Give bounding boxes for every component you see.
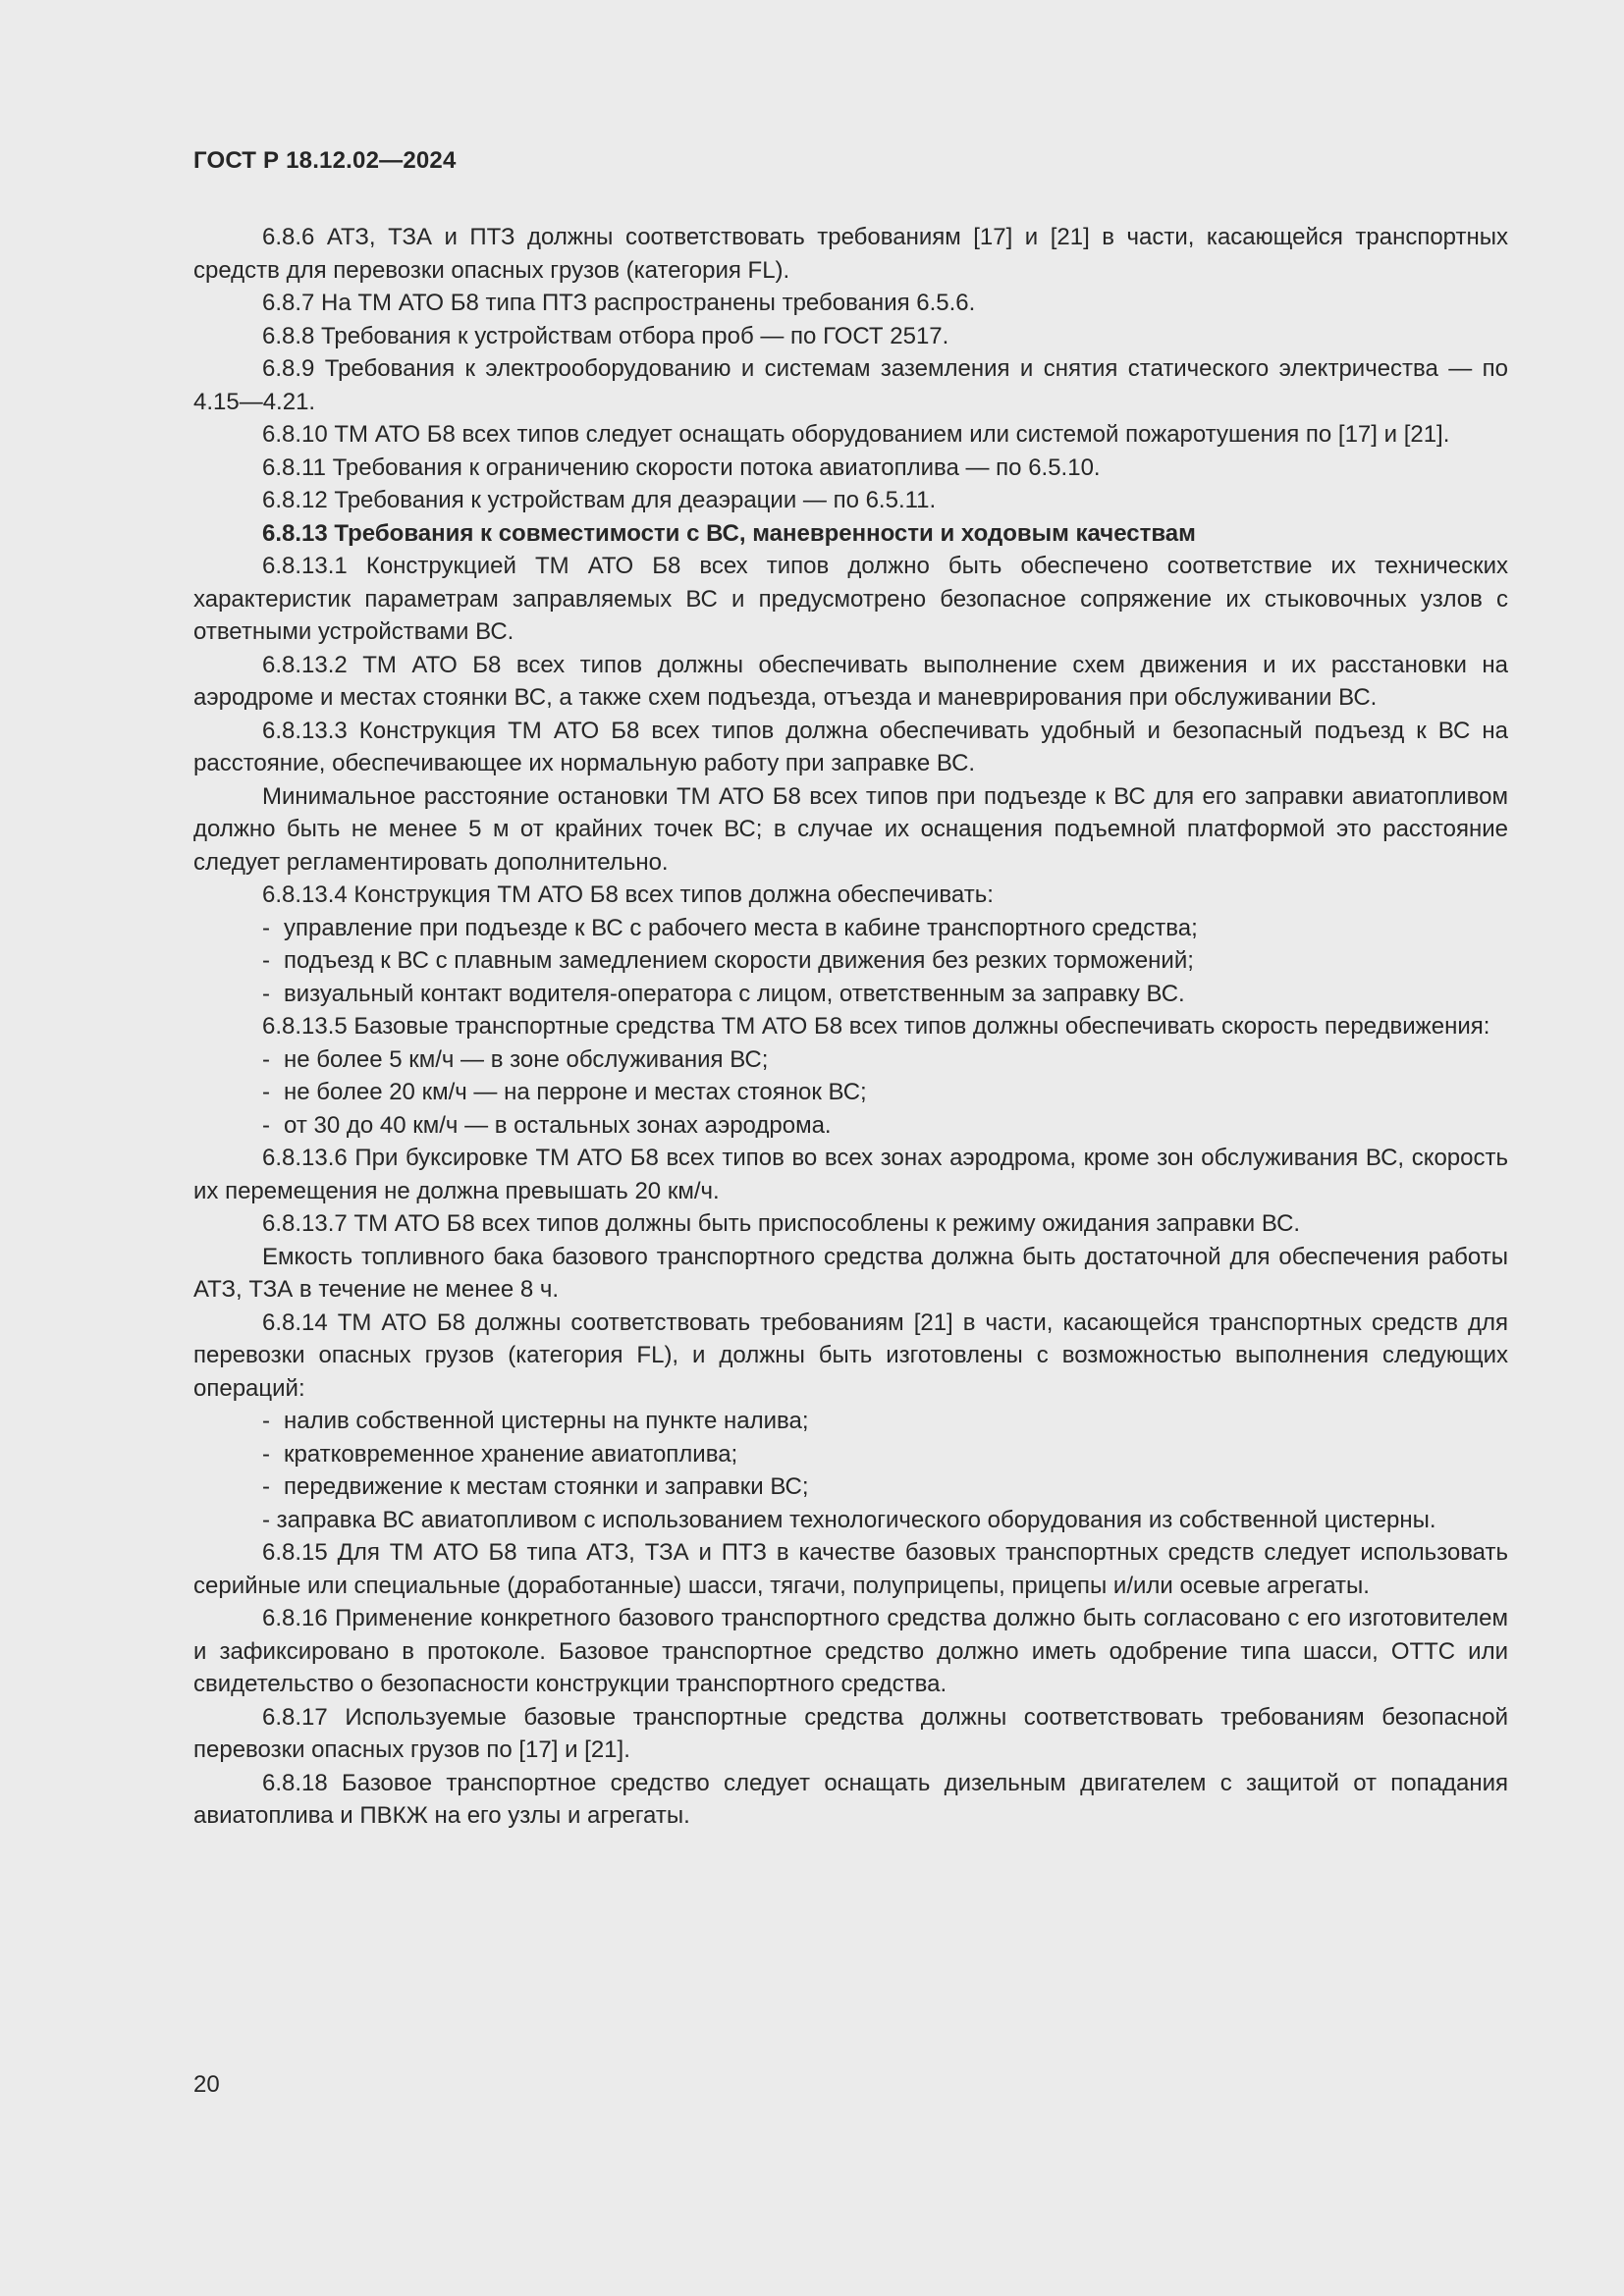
list-item-text: от 30 до 40 км/ч — в остальных зонах аэродрома. bbox=[284, 1111, 832, 1139]
list-item-text: налив собственной цистерны на пункте налива; bbox=[284, 1408, 809, 1434]
list-dash: - bbox=[262, 947, 270, 974]
list-item bbox=[193, 944, 1508, 978]
list-item bbox=[193, 1043, 1508, 1077]
list-dash: - bbox=[262, 1408, 270, 1434]
list-dash: - bbox=[262, 1045, 270, 1073]
list-dash: - bbox=[262, 914, 270, 941]
paragraph-6-8-17: 6.8.17 Используемые базовые транспортные средства должны соответствовать требованиям безопасной перевозки опасных грузов по [17] и [21]. bbox=[193, 1703, 1508, 1763]
paragraph-min-distance: Минимальное расстояние остановки ТМ АТО Б8 всех типов при подъезде к ВС для его заправки авиатопливом должно быть не менее 5 м от крайних точек ВС; в случае их оснащения подъемной платформой это расстояние следует регламентировать дополнительно. bbox=[193, 782, 1508, 876]
list-item bbox=[193, 1076, 1508, 1109]
list-item bbox=[193, 978, 1508, 1011]
paragraph-6-8-13-5: 6.8.13.5 Базовые транспортные средства ТМ АТО Б8 всех типов должны обеспечивать скорость передвижения: bbox=[262, 1013, 1490, 1040]
paragraph-6-8-16: 6.8.16 Применение конкретного базового транспортного средства должно быть согласовано с его изготовителем и зафиксировано в протоколе. Базовое транспортное средство должно иметь одобрение типа шасси, ОТТС или свидетельство о безопасности конструкции транспортного средства. bbox=[193, 1605, 1508, 1697]
list-item-text: не более 20 км/ч — на перроне и местах стоянок ВС; bbox=[284, 1079, 867, 1105]
list-item bbox=[193, 1470, 1508, 1504]
document-code-header: ГОСТ Р 18.12.02—2024 bbox=[193, 147, 457, 174]
list-item bbox=[193, 1438, 1508, 1471]
paragraph-6-8-10: 6.8.10 ТМ АТО Б8 всех типов следует оснащать оборудованием или системой пожаротушения по [17] и [21]. bbox=[262, 421, 1450, 448]
paragraph-6-8-15: 6.8.15 Для ТМ АТО Б8 типа АТЗ, ТЗА и ПТЗ в качестве базовых транспортных средств следует использовать серийные или специальные (доработанные) шасси, тягачи, полуприцепы, прицепы и/или осевые агрегаты. bbox=[193, 1539, 1508, 1599]
paragraph-6-8-11: 6.8.11 Требования к ограничению скорости потока авиатоплива — по 6.5.10. bbox=[262, 454, 1101, 481]
paragraph-6-8-18: 6.8.18 Базовое транспортное средство следует оснащать дизельным двигателем с защитой от попадания авиатоплива и ПВКЖ на его узлы и агрегаты. bbox=[193, 1769, 1508, 1829]
list-dash: - bbox=[262, 1079, 270, 1105]
list-item bbox=[193, 1405, 1508, 1438]
document-body bbox=[193, 221, 1508, 1833]
paragraph-6-8-9: 6.8.9 Требования к электрооборудованию и системам заземления и снятия статического электричества — по 4.15—4.21. bbox=[193, 355, 1508, 415]
list-item-text: управление при подъезде к ВС с рабочего места в кабине транспортного средства; bbox=[284, 914, 1198, 941]
list-item-text: кратковременное хранение авиатоплива; bbox=[284, 1440, 738, 1468]
paragraph-fuel-tank: Емкость топливного бака базового транспортного средства должна быть достаточной для обеспечения работы АТЗ, ТЗА в течение не менее 8 ч. bbox=[193, 1243, 1508, 1303]
paragraph-6-8-7: 6.8.7 На ТМ АТО Б8 типа ПТЗ распространены требования 6.5.6. bbox=[262, 290, 976, 316]
paragraph-6-8-13-7: 6.8.13.7 ТМ АТО Б8 всех типов должны быть приспособлены к режиму ожидания заправки ВС. bbox=[262, 1210, 1301, 1237]
list-dash: - bbox=[262, 980, 270, 1007]
paragraph-6-8-13-1: 6.8.13.1 Конструкцией ТМ АТО Б8 всех типов должно быть обеспечено соответствие их технических характеристик параметрам заправляемых ВС и предусмотрено безопасное сопряжение их стыковочных узлов с ответными устройствами ВС. bbox=[193, 553, 1508, 645]
list-item-text: не более 5 км/ч — в зоне обслуживания ВС; bbox=[284, 1045, 769, 1073]
list-item bbox=[193, 1109, 1508, 1143]
list-item-text: визуальный контакт водителя-оператора с лицом, ответственным за заправку ВС. bbox=[284, 980, 1185, 1007]
list-dash: - bbox=[262, 1506, 270, 1533]
paragraph-6-8-14: 6.8.14 ТМ АТО Б8 должны соответствовать требованиям [21] в части, касающейся транспортных средств для перевозки опасных грузов (категория FL), и должны быть изготовлены с возможностью выполнения следующих операций: bbox=[193, 1308, 1508, 1402]
section-heading-6-8-13: 6.8.13 Требования к совместимости с ВС, маневренности и ходовым качествам bbox=[262, 519, 1196, 547]
list-dash: - bbox=[262, 1440, 270, 1468]
paragraph-6-8-8: 6.8.8 Требования к устройствам отбора проб — по ГОСТ 2517. bbox=[262, 322, 949, 349]
page-number: 20 bbox=[193, 2071, 220, 2098]
list-item bbox=[193, 912, 1508, 945]
list-item-wrapped bbox=[193, 1504, 1508, 1537]
list-dash: - bbox=[262, 1111, 270, 1139]
paragraph-6-8-13-4: 6.8.13.4 Конструкция ТМ АТО Б8 всех типов должна обеспечивать: bbox=[262, 881, 994, 908]
paragraph-6-8-13-3: 6.8.13.3 Конструкция ТМ АТО Б8 всех типов должна обеспечивать удобный и безопасный подъезд к ВС на расстояние, обеспечивающее их нормальную работу при заправке ВС. bbox=[193, 717, 1508, 776]
paragraph-6-8-13-6: 6.8.13.6 При буксировке ТМ АТО Б8 всех типов во всех зонах аэродрома, кроме зон обслуживания ВС, скорость их перемещения не должна превышать 20 км/ч. bbox=[193, 1145, 1508, 1204]
list-item-text: передвижение к местам стоянки и заправки ВС; bbox=[284, 1473, 809, 1500]
paragraph-6-8-13-2: 6.8.13.2 ТМ АТО Б8 всех типов должны обеспечивать выполнение схем движения и их расстановки на аэродроме и местах стоянки ВС, а также схем подъезда, отъезда и маневрирования при обслуживании ВС. bbox=[193, 651, 1508, 711]
list-item-text: заправка ВС авиатопливом с использованием технологического оборудования из собственной цистерны. bbox=[276, 1506, 1436, 1533]
list-dash: - bbox=[262, 1473, 270, 1500]
paragraph-6-8-12: 6.8.12 Требования к устройствам для деаэрации — по 6.5.11. bbox=[262, 487, 937, 513]
paragraph-6-8-6: 6.8.6 АТЗ, ТЗА и ПТЗ должны соответствовать требованиям [17] и [21] в части, касающейся транспортных средств для перевозки опасных грузов (категория FL). bbox=[193, 224, 1508, 284]
list-item-text: подъезд к ВС с плавным замедлением скорости движения без резких торможений; bbox=[284, 947, 1194, 974]
